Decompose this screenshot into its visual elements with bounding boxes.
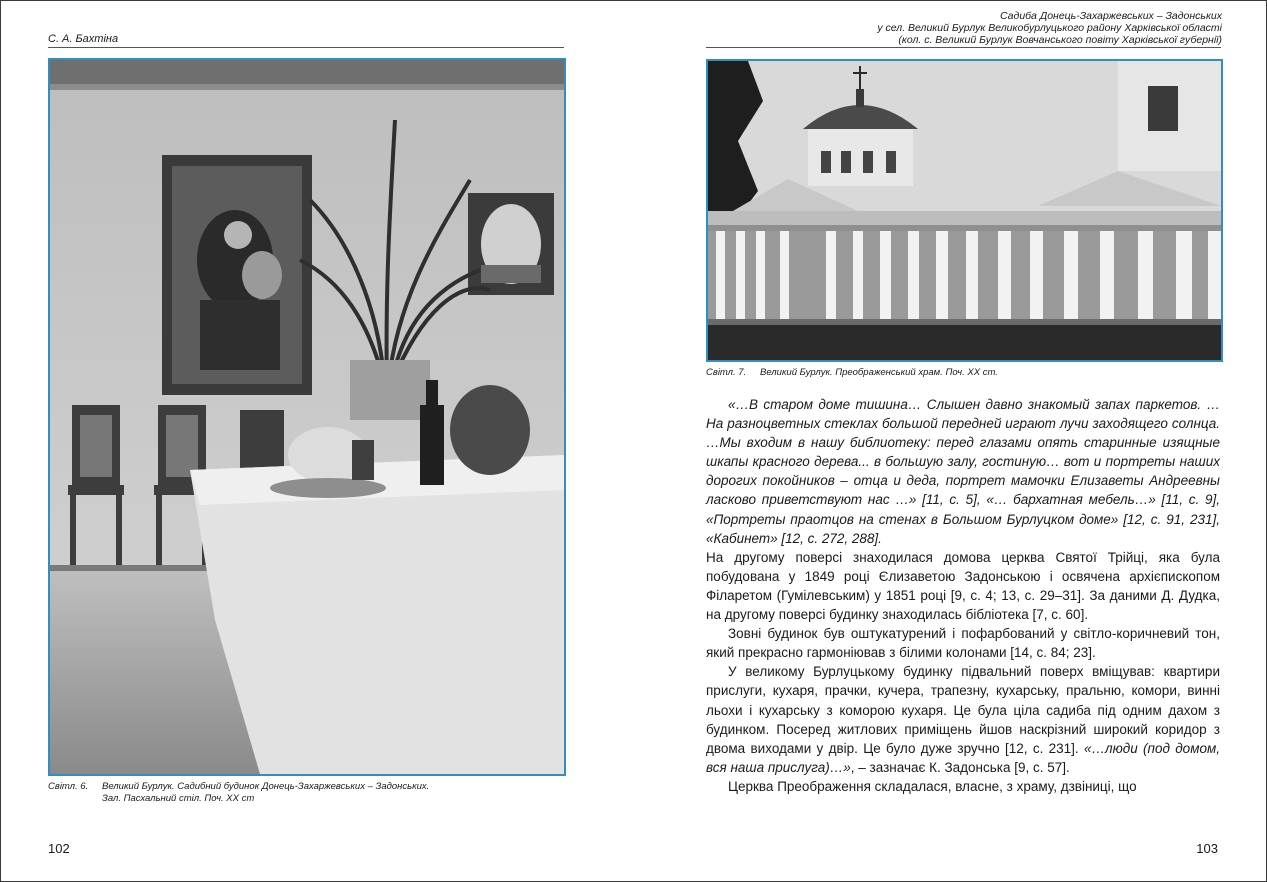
photo-interior-hall xyxy=(48,58,566,776)
paragraph-4: Церква Преображення складалася, власне, з храму, дзвіниці, що xyxy=(728,778,1137,794)
figure-caption-7 xyxy=(706,367,998,378)
figure-number: Світл. 7. xyxy=(706,367,747,378)
paragraph-2: Зовні будинок був оштукатурений і пофарбований у світло-коричневий тон, який прекрасно гармоніював з білими колонами [14, с. 84; 23]. xyxy=(706,626,1220,661)
page-number-left: 102 xyxy=(48,841,70,856)
caption-text: Великий Бурлук. Преображенський храм. Поч. XX ст. xyxy=(760,367,998,378)
header-rule xyxy=(706,47,1221,48)
paragraph-3-text: У великому Бурлуцькому будинку підвальний поверх вміщував: квартири прислуги, кухаря, прачки, кучера, трапезну, кухарську, пральню, комори, винні льохи і кухарську з коморою кухаря. Це була ціла садиба під одним дахом з будинком. Посеред житлових приміщень йшов наскрізний широкий коридор з двома виходами у двір. Це було дуже зручно [12, с. 231]. xyxy=(706,664,1220,756)
running-head-author: С. А. Бахтіна xyxy=(48,33,119,45)
paragraph-3-end: , – зазначає К. Задонська [9, с. 57]. xyxy=(850,759,1070,775)
running-head-line-1: Садиба Донець-Захаржевських – Задонських xyxy=(999,10,1222,22)
caption-line-1: Великий Бурлук. Садибний будинок Донець-Захаржевських – Задонських. xyxy=(102,781,430,792)
photo-interior-image xyxy=(50,60,564,774)
figure-number: Світл. 6. xyxy=(48,781,89,792)
caption-line-2: Зал. Пасхальний стіл. Поч. XX ст xyxy=(102,793,255,804)
photo-church-image xyxy=(708,61,1221,360)
paragraph-3-quote: «…люди (под домом, вся наша прислуга)…» xyxy=(706,740,1220,775)
photo-church xyxy=(706,59,1223,362)
body-text xyxy=(706,395,1220,796)
header-rule xyxy=(48,47,564,48)
paragraph-1: На другому поверсі знаходилася домова церква Святої Трійці, яка була побудована у 1849 році Єлизаветою Задонською і освячена архієпископом Філаретом (Гумілевським) у 1851 році [9, с. 4; 13, с. 29–31]. За даними Д. Дудка, на другому поверсі будинку знаходилась бібліотека [7, с. 60]. xyxy=(706,549,1220,623)
running-head-line-3: (кол. с. Великий Бурлук Вовчанського повіту Харківської губернії) xyxy=(898,34,1222,46)
running-head-line-2: у сел. Великий Бурлук Великобурлуцького району Харківської області xyxy=(877,22,1222,34)
memoir-quote: «…В старом доме тишина… Слышен давно знакомый запах паркетов. …На разноцветных стеклах большой передней играют лучи заходящего солнца. …Мы входим в нашу библиотеку: перед глазами опять старинные изящные шкапы красного дерева... в большую залу, гостиную… вот и портреты наших дорогих покойников – отца и деда, портрет мамочки Елизаветы Андреевны ласково приветствуют нас …» [11, с. 5], «… бархатная мебель…» [11, с. 9], «Портреты праотцов на стенах в Большом Бурлуцком доме» [12, с. 91, 231], «Кабинет» [12, с. 272, 288]. xyxy=(706,397,1220,546)
paragraph-3 xyxy=(706,662,1220,777)
left-page xyxy=(1,1,633,881)
running-head-title xyxy=(877,10,1222,46)
right-page xyxy=(634,1,1266,881)
figure-caption-6 xyxy=(48,781,568,805)
page-number-right: 103 xyxy=(1196,841,1218,856)
